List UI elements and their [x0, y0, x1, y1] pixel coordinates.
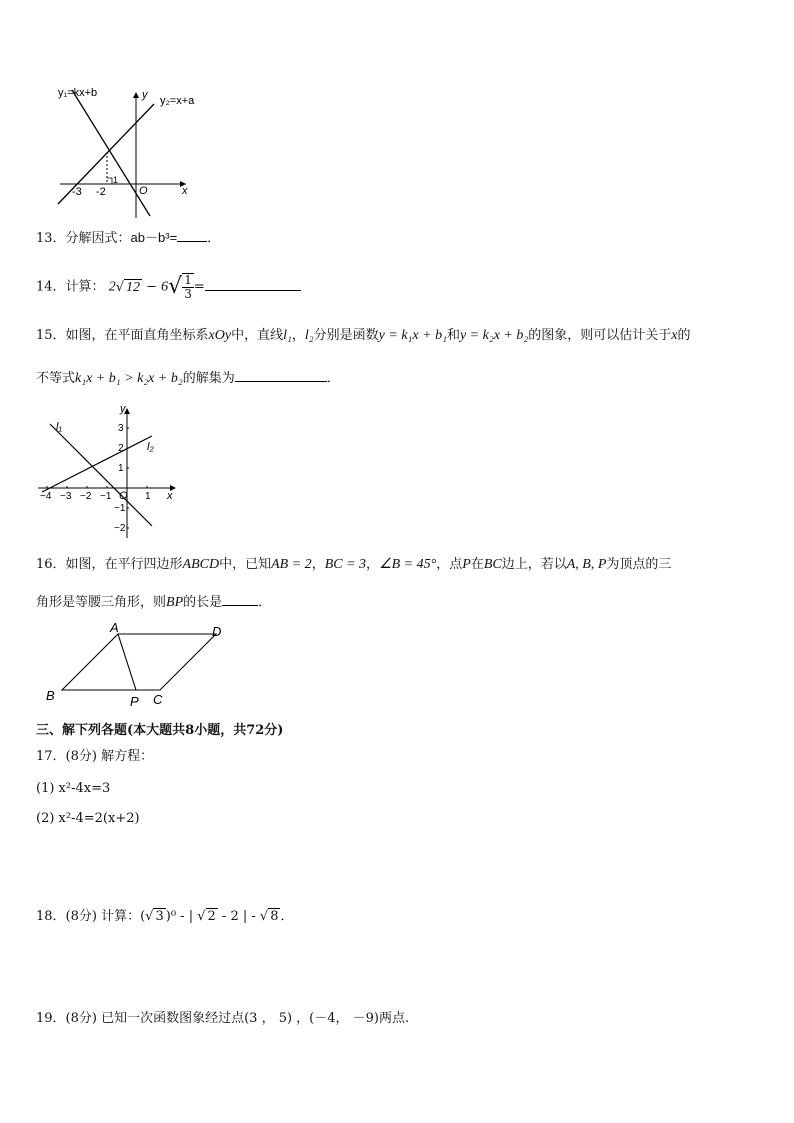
q15-function-2: y = k₂x + b₂ [459, 328, 529, 343]
q16-abcd: ABCD [182, 557, 220, 572]
q16-p: P [462, 557, 471, 572]
q15-and: 和 [446, 328, 460, 343]
label-origin: O [139, 185, 148, 197]
q18-prefix: 18．(8分) 计算：( [36, 909, 146, 924]
q16-text-g: 角形是等腰三角形，则 [36, 595, 167, 610]
label-l2: l₂ [147, 441, 154, 453]
q16-bc-2: BC [483, 557, 502, 572]
q16-bp: BP [166, 595, 184, 610]
q16-bc: BC = 3 [324, 557, 367, 572]
q13-prefix: 13．分解因式： [36, 231, 131, 246]
tick-one: 1 [113, 175, 119, 185]
figure-q15 [34, 400, 184, 540]
tick-y-minus-1: −1 [114, 503, 126, 514]
section-3-heading: 三、解下列各题(本大题共8小题，共72分) [36, 723, 284, 738]
q16-sep-1: ， [311, 557, 325, 572]
q15-text-c: 分别是函数 [313, 328, 379, 343]
q18-radicand-2: 2 [207, 909, 216, 924]
q14-frac-num: 1 [184, 273, 192, 287]
question-14 [36, 273, 301, 302]
q16-text-h: 的长是 [183, 595, 223, 610]
q18-sqrt-3: √ 3 [145, 909, 164, 924]
question-17-part-1: (1) x²-4x=3 [36, 781, 111, 796]
label-b: B [46, 688, 55, 703]
q15-l1: l₁ [283, 328, 292, 343]
label-axis-x: x [167, 490, 173, 502]
q14-coef2: 6 [161, 279, 169, 295]
q15-function-1: y = k₁x + b₁ [378, 328, 447, 343]
q18-radicand-8: 8 [270, 909, 279, 924]
q16-answer-blank[interactable] [222, 593, 258, 606]
q16-text-a: 16．如图，在平行四边形 [36, 557, 183, 572]
line-l1 [50, 424, 152, 526]
q14-sqrt-frac: √ $\frac{1}{3}$ [168, 273, 192, 301]
label-y2: y₂=x+a [160, 95, 195, 107]
q18-sqrt-2: √ 2 [197, 909, 216, 924]
q18-end: ． [280, 909, 294, 924]
question-15-line-2 [36, 369, 340, 388]
label-d: D [212, 624, 222, 639]
q15-x: x [671, 328, 678, 343]
tick-y-minus-2: −2 [114, 523, 126, 534]
question-17-part-2: (2) x²-4=2(x+2) [36, 811, 140, 826]
q16-text-e: 边上，若以 [501, 557, 567, 572]
q15-text-b: 中，直线 [231, 328, 284, 343]
q18-sqrt-8: √ 8 [259, 909, 279, 924]
q15-comma: ， [291, 328, 305, 343]
line-l2 [42, 436, 152, 492]
q15-answer-blank[interactable] [235, 369, 327, 382]
q15-end: ． [326, 371, 340, 386]
q14-minus: − [146, 279, 158, 295]
q13-answer-blank[interactable] [177, 229, 207, 242]
label-axis-y: y [142, 89, 148, 101]
line-y1 [72, 90, 150, 216]
q18-radicand-3: 3 [155, 909, 164, 924]
q15-l2: l₂ [304, 328, 314, 343]
q15-xoy: xOy [208, 328, 232, 343]
label-l1: l₁ [56, 421, 62, 433]
figure-parallelogram [40, 620, 240, 712]
q14-sqrt-12: √ 12 [115, 279, 140, 295]
q14-radicand-12: 12 [125, 279, 140, 295]
q16-angle: ∠B = 45° [379, 557, 437, 572]
q13-end: ． [207, 231, 221, 246]
q16-text-d: 在 [470, 557, 484, 572]
question-18 [36, 908, 293, 926]
q18-mid: )⁰ - | [165, 909, 198, 924]
q14-coef1: 2 [108, 279, 116, 295]
question-19: 19．(8分) 已知一次函数图象经过点(3 ， 5) ，(－4， －9)两点. [36, 1011, 410, 1026]
q16-ab: AB = 2 [271, 557, 312, 572]
y-axis-arrow [133, 92, 139, 98]
label-a: A [110, 620, 119, 635]
tick-x-1: 1 [145, 491, 151, 502]
q18-mid-2: - 2 | - [217, 909, 260, 924]
tick-x-minus-2: −2 [80, 491, 92, 502]
question-16-line-2 [36, 593, 271, 612]
q13-expression: ab－b³= [130, 230, 178, 245]
q16-sep-2: ， [366, 557, 380, 572]
q15-text-g: 的解集为 [182, 371, 235, 386]
label-y1: y₁=kx+b [58, 87, 98, 99]
q14-frac-den: 3 [184, 287, 192, 301]
tick-y-3: 3 [118, 423, 124, 434]
q16-text-c: ，点 [436, 557, 463, 572]
label-p: P [130, 694, 139, 709]
tick-x-minus-4: −4 [40, 491, 52, 502]
tick-minus-3: -3 [72, 186, 82, 198]
q14-equals: = [193, 279, 205, 295]
right-angle-mark [107, 178, 112, 184]
question-17-title: 17．(8分) 解方程： [36, 749, 154, 764]
label-origin: O [119, 490, 128, 502]
q15-text-f: 不等式 [36, 371, 76, 386]
q14-answer-blank[interactable] [205, 278, 301, 291]
parallelogram-abcd [62, 634, 216, 690]
tick-x-minus-3: −3 [60, 491, 72, 502]
tick-minus-2: -2 [96, 186, 106, 198]
segment-ap [118, 634, 136, 690]
question-15-line-1 [36, 327, 691, 345]
q15-text-d: 的图象，则可以估计关于 [528, 328, 672, 343]
question-13 [36, 229, 220, 248]
label-axis-y: y [120, 403, 126, 415]
figure-linear-functions [50, 82, 210, 222]
q14-prefix: 14．计算： [36, 279, 105, 295]
q15-text-a: 15．如图，在平面直角坐标系 [36, 328, 209, 343]
q16-end: ． [258, 595, 272, 610]
label-c: C [153, 692, 163, 707]
q16-text-f: 为顶点的三 [606, 557, 672, 572]
tick-x-minus-1: −1 [100, 491, 112, 502]
tick-y-2: 2 [118, 443, 124, 454]
q15-text-e: 的 [677, 328, 691, 343]
q16-abp: A, B, P [566, 557, 607, 572]
q16-text-b: 中，已知 [219, 557, 272, 572]
label-axis-x: x [182, 185, 188, 197]
question-16-line-1 [36, 556, 671, 574]
q15-inequality: k₁x + b₁ > k₂x + b₂ [75, 371, 183, 386]
tick-y-1: 1 [118, 463, 124, 474]
